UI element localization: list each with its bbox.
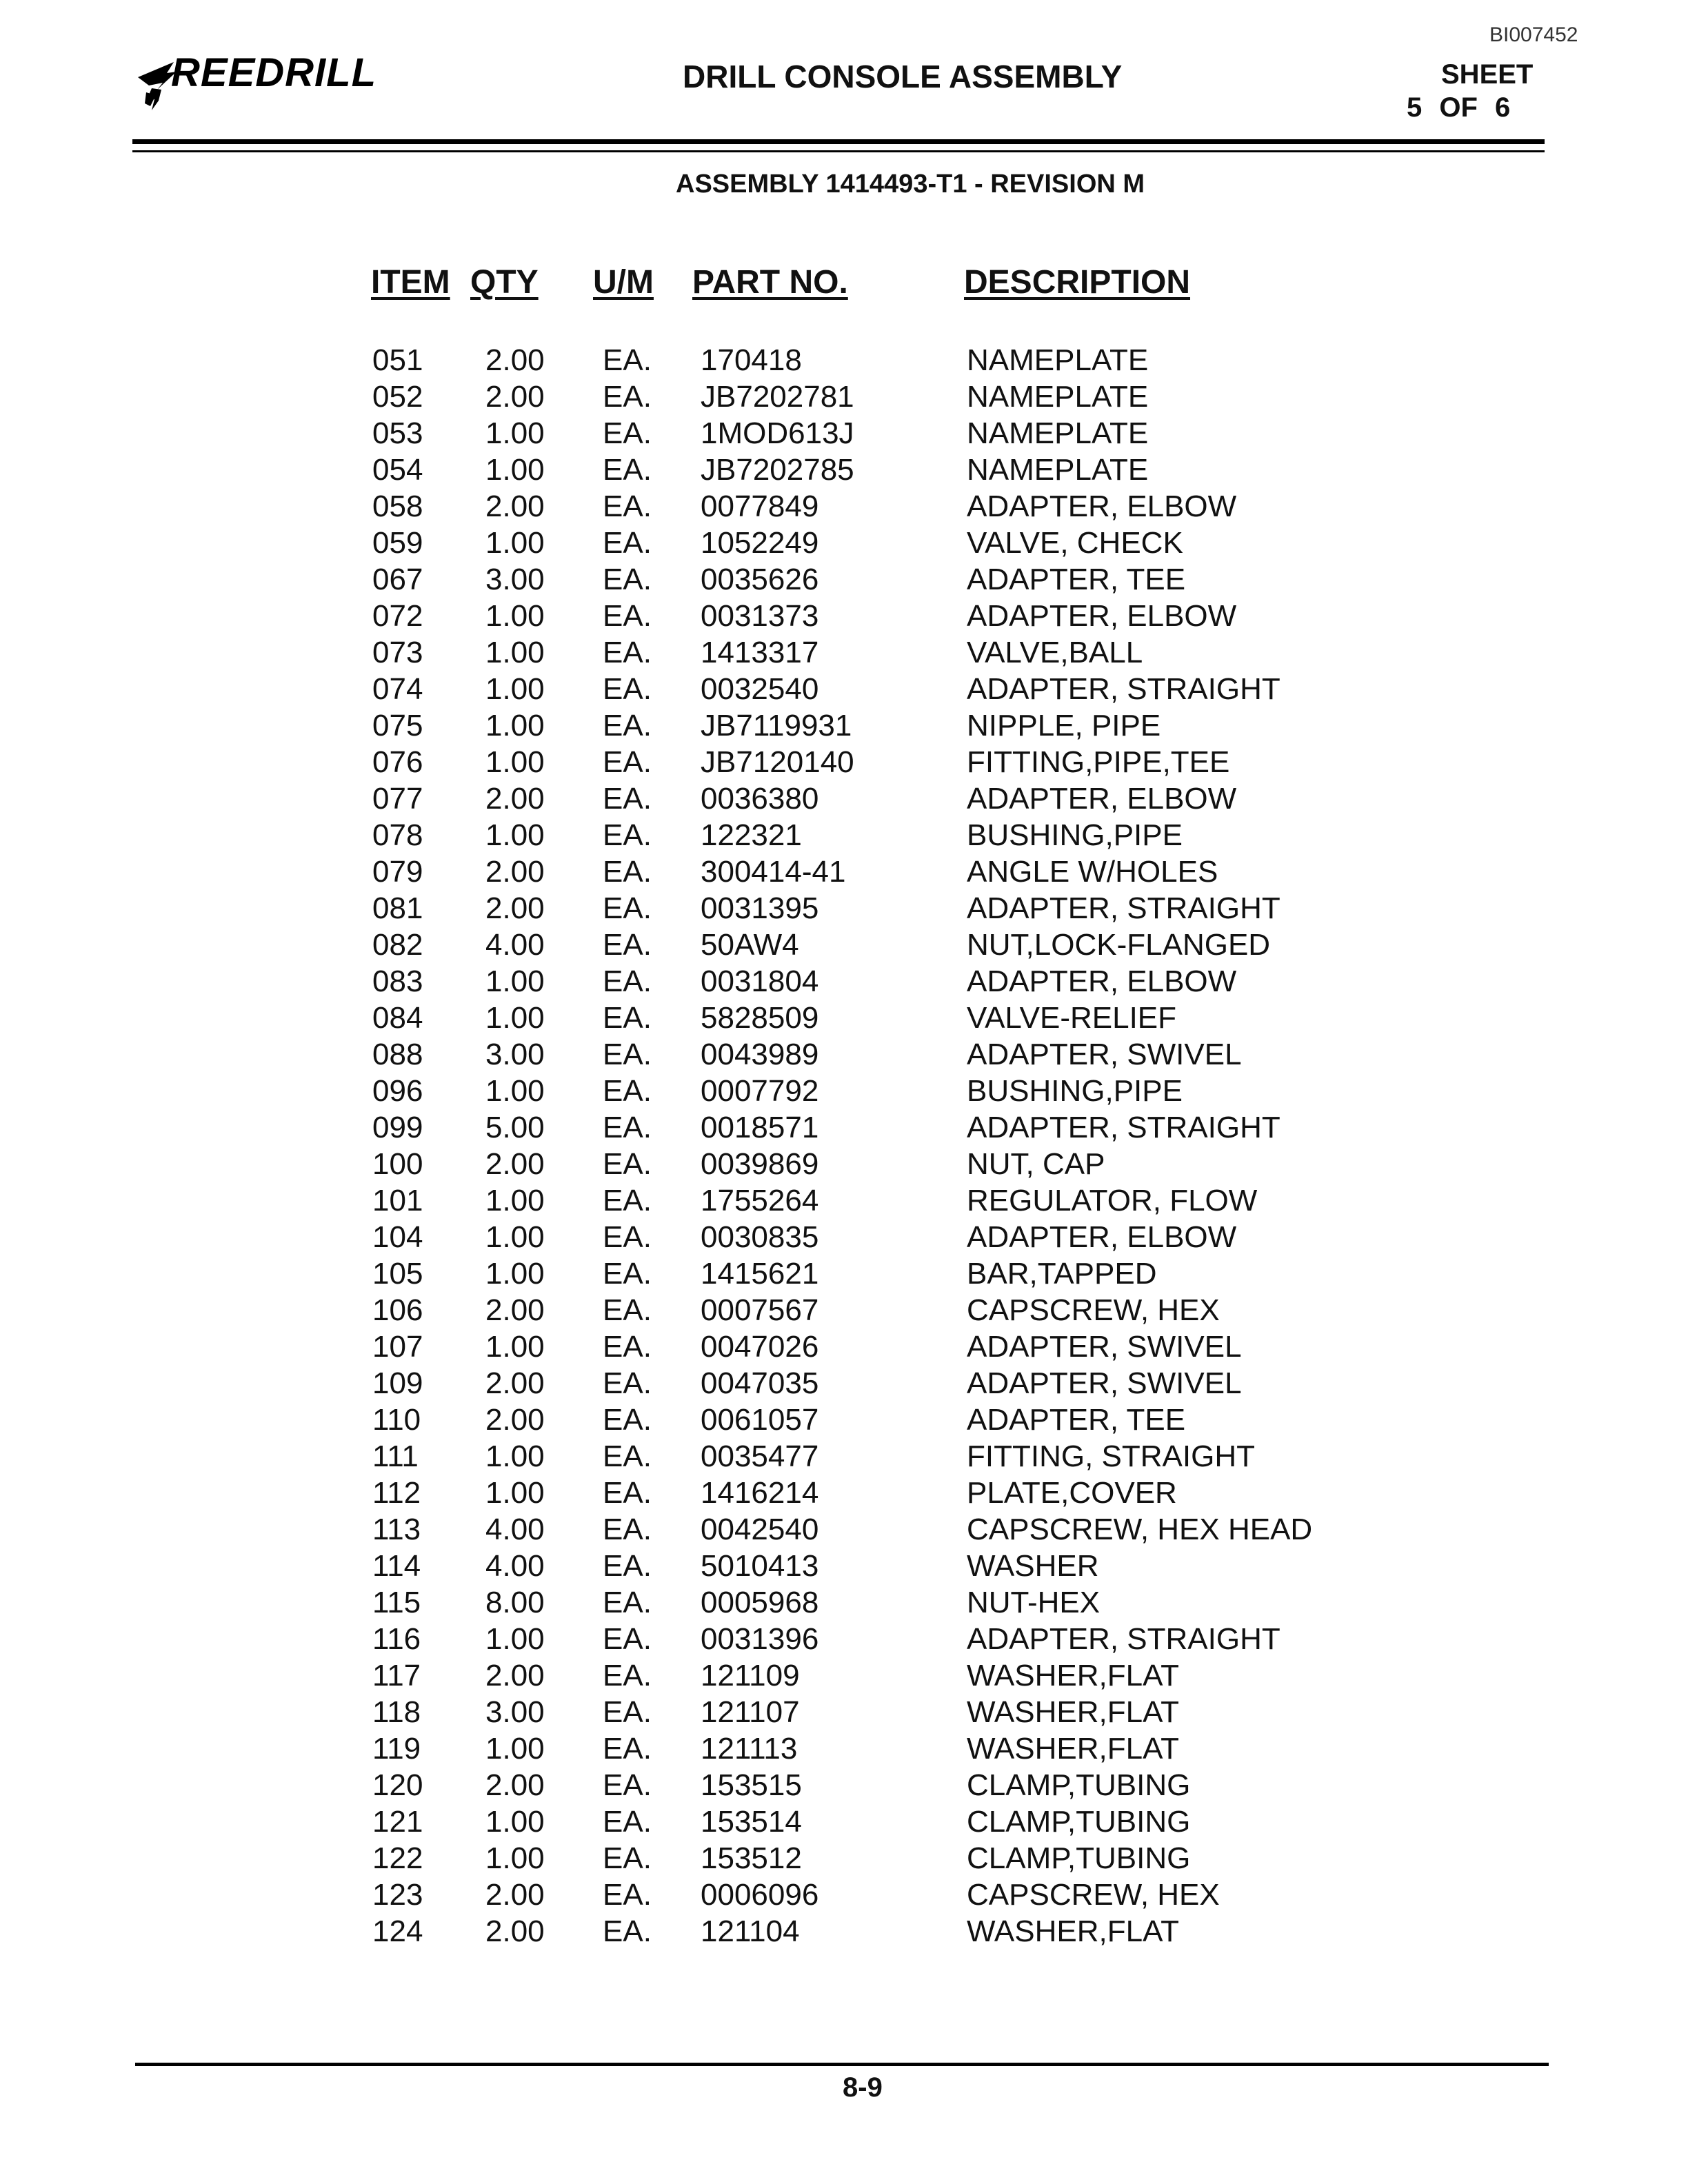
item-cell: 120 (372, 1768, 423, 1802)
description-cell: ADAPTER, STRAIGHT (967, 891, 1280, 925)
part-number-cell: 0036380 (701, 782, 819, 816)
qty-cell: 1.00 (485, 1074, 545, 1108)
table-row (0, 1403, 1688, 1439)
um-cell: EA. (603, 599, 652, 633)
table-row (0, 1659, 1688, 1695)
column-header-qty: QTY (470, 264, 539, 301)
description-cell: ADAPTER, ELBOW (967, 489, 1237, 523)
table-row (0, 1111, 1688, 1147)
description-cell: FITTING,PIPE,TEE (967, 745, 1230, 779)
qty-cell: 1.00 (485, 1257, 545, 1291)
qty-cell: 2.00 (485, 1403, 545, 1437)
table-row (0, 1074, 1688, 1111)
item-cell: 110 (372, 1403, 421, 1437)
um-cell: EA. (603, 745, 652, 779)
um-cell: EA. (603, 489, 652, 523)
um-cell: EA. (603, 818, 652, 852)
item-cell: 067 (372, 563, 423, 596)
um-cell: EA. (603, 1659, 652, 1692)
item-cell: 072 (372, 599, 423, 633)
table-row (0, 891, 1688, 928)
item-cell: 101 (372, 1184, 423, 1217)
description-cell: FITTING, STRAIGHT (967, 1439, 1255, 1473)
part-number-cell: 121107 (701, 1695, 800, 1729)
item-cell: 100 (372, 1147, 423, 1181)
table-row (0, 745, 1688, 782)
um-cell: EA. (603, 1038, 652, 1071)
table-row (0, 855, 1688, 891)
um-cell: EA. (603, 1805, 652, 1839)
description-cell: BUSHING,PIPE (967, 818, 1183, 852)
item-cell: 059 (372, 526, 423, 560)
description-cell: NUT,LOCK-FLANGED (967, 928, 1271, 962)
qty-cell: 2.00 (485, 1768, 545, 1802)
um-cell: EA. (603, 1330, 652, 1364)
table-row (0, 709, 1688, 745)
table-row (0, 1805, 1688, 1841)
qty-cell: 2.00 (485, 855, 545, 889)
um-cell: EA. (603, 855, 652, 889)
description-cell: NAMEPLATE (967, 416, 1149, 450)
item-cell: 073 (372, 636, 423, 669)
item-cell: 052 (372, 380, 423, 414)
um-cell: EA. (603, 1439, 652, 1473)
item-cell: 115 (372, 1586, 421, 1619)
um-cell: EA. (603, 1366, 652, 1400)
um-cell: EA. (603, 1841, 652, 1875)
description-cell: ADAPTER, ELBOW (967, 599, 1237, 633)
qty-cell: 1.00 (485, 1001, 545, 1035)
description-cell: NIPPLE, PIPE (967, 709, 1161, 742)
part-number-cell: 0005968 (701, 1586, 819, 1619)
part-number-cell: 0007792 (701, 1074, 819, 1108)
um-cell: EA. (603, 709, 652, 742)
part-number-cell: 0031396 (701, 1622, 819, 1656)
um-cell: EA. (603, 1403, 652, 1437)
item-cell: 099 (372, 1111, 423, 1144)
part-number-cell: 0032540 (701, 672, 819, 706)
part-number-cell: 300414-41 (701, 855, 846, 889)
qty-cell: 4.00 (485, 1549, 545, 1583)
um-cell: EA. (603, 1732, 652, 1766)
qty-cell: 1.00 (485, 1330, 545, 1364)
item-cell: 083 (372, 964, 423, 998)
qty-cell: 1.00 (485, 526, 545, 560)
table-row (0, 782, 1688, 818)
description-cell: BUSHING,PIPE (967, 1074, 1183, 1108)
qty-cell: 1.00 (485, 672, 545, 706)
qty-cell: 3.00 (485, 1695, 545, 1729)
item-cell: 076 (372, 745, 423, 779)
description-cell: VALVE-RELIEF (967, 1001, 1177, 1035)
um-cell: EA. (603, 672, 652, 706)
table-row (0, 416, 1688, 453)
column-header-um: U/M (593, 264, 654, 301)
um-cell: EA. (603, 1622, 652, 1656)
um-cell: EA. (603, 1257, 652, 1291)
description-cell: ANGLE W/HOLES (967, 855, 1218, 889)
qty-cell: 2.00 (485, 1659, 545, 1692)
sheet-label: SHEET (1441, 59, 1534, 90)
company-logo (131, 50, 376, 119)
part-number-cell: JB7202781 (701, 380, 854, 414)
table-row (0, 1622, 1688, 1659)
item-cell: 053 (372, 416, 423, 450)
description-cell: ADAPTER, SWIVEL (967, 1038, 1242, 1071)
part-number-cell: 1052249 (701, 526, 819, 560)
qty-cell: 2.00 (485, 1147, 545, 1181)
item-cell: 084 (372, 1001, 423, 1035)
item-cell: 074 (372, 672, 423, 706)
table-row (0, 672, 1688, 709)
part-number-cell: JB7202785 (701, 453, 854, 487)
item-cell: 122 (372, 1841, 423, 1875)
description-cell: REGULATOR, FLOW (967, 1184, 1258, 1217)
um-cell: EA. (603, 1184, 652, 1217)
qty-cell: 1.00 (485, 1841, 545, 1875)
qty-cell: 2.00 (485, 380, 545, 414)
table-row (0, 964, 1688, 1001)
table-row (0, 1220, 1688, 1257)
part-number-cell: 0007567 (701, 1293, 819, 1327)
table-row (0, 1695, 1688, 1732)
um-cell: EA. (603, 1586, 652, 1619)
item-cell: 082 (372, 928, 423, 962)
column-header-item: ITEM (371, 264, 450, 301)
part-number-cell: 5828509 (701, 1001, 819, 1035)
um-cell: EA. (603, 1147, 652, 1181)
table-row (0, 489, 1688, 526)
sheet-number: 5 OF 6 (1407, 92, 1511, 123)
part-number-cell: 153514 (701, 1805, 802, 1839)
item-cell: 114 (372, 1549, 421, 1583)
description-cell: NAMEPLATE (967, 343, 1149, 377)
part-number-cell: 121113 (701, 1732, 798, 1766)
description-cell: CLAMP,TUBING (967, 1805, 1191, 1839)
page-number: 8-9 (843, 2072, 883, 2103)
part-number-cell: 0030835 (701, 1220, 819, 1254)
header-rule-thick (132, 139, 1545, 144)
qty-cell: 3.00 (485, 1038, 545, 1071)
item-cell: 123 (372, 1878, 423, 1912)
description-cell: WASHER,FLAT (967, 1732, 1180, 1766)
part-number-cell: 1415621 (701, 1257, 819, 1291)
description-cell: WASHER,FLAT (967, 1914, 1180, 1948)
part-number-cell: 121109 (701, 1659, 800, 1692)
part-number-cell: 1413317 (701, 636, 819, 669)
um-cell: EA. (603, 1878, 652, 1912)
table-row (0, 1513, 1688, 1549)
qty-cell: 1.00 (485, 818, 545, 852)
qty-cell: 1.00 (485, 1439, 545, 1473)
part-number-cell: 0043989 (701, 1038, 819, 1071)
um-cell: EA. (603, 1476, 652, 1510)
description-cell: BAR,TAPPED (967, 1257, 1157, 1291)
column-header-part-no: PART NO. (692, 264, 848, 301)
page-title: DRILL CONSOLE ASSEMBLY (683, 59, 1123, 94)
document-id: BI007452 (1489, 23, 1578, 46)
qty-cell: 2.00 (485, 1914, 545, 1948)
part-number-cell: 1416214 (701, 1476, 819, 1510)
description-cell: WASHER,FLAT (967, 1695, 1180, 1729)
item-cell: 112 (372, 1476, 421, 1510)
qty-cell: 1.00 (485, 1622, 545, 1656)
item-cell: 124 (372, 1914, 423, 1948)
table-row (0, 1878, 1688, 1914)
description-cell: ADAPTER, TEE (967, 1403, 1186, 1437)
table-row (0, 1257, 1688, 1293)
table-row (0, 1768, 1688, 1805)
table-row (0, 1001, 1688, 1038)
table-row (0, 1147, 1688, 1184)
part-number-cell: 0018571 (701, 1111, 819, 1144)
table-row (0, 1476, 1688, 1513)
um-cell: EA. (603, 1513, 652, 1546)
qty-cell: 2.00 (485, 343, 545, 377)
part-number-cell: 0077849 (701, 489, 819, 523)
item-cell: 096 (372, 1074, 423, 1108)
qty-cell: 1.00 (485, 964, 545, 998)
table-row (0, 1841, 1688, 1878)
description-cell: PLATE,COVER (967, 1476, 1177, 1510)
description-cell: ADAPTER, STRAIGHT (967, 1111, 1280, 1144)
table-row (0, 526, 1688, 563)
part-number-cell: 0042540 (701, 1513, 819, 1546)
qty-cell: 1.00 (485, 599, 545, 633)
part-number-cell: 1755264 (701, 1184, 819, 1217)
um-cell: EA. (603, 782, 652, 816)
description-cell: ADAPTER, ELBOW (967, 782, 1237, 816)
qty-cell: 1.00 (485, 1184, 545, 1217)
part-number-cell: 1MOD613J (701, 416, 854, 450)
qty-cell: 4.00 (485, 1513, 545, 1546)
assembly-subtitle: ASSEMBLY 1414493-T1 - REVISION M (676, 170, 1145, 199)
qty-cell: 4.00 (485, 928, 545, 962)
um-cell: EA. (603, 928, 652, 962)
part-number-cell: 0031804 (701, 964, 819, 998)
description-cell: WASHER (967, 1549, 1099, 1583)
table-row (0, 1586, 1688, 1622)
part-number-cell: 122321 (701, 818, 802, 852)
table-row (0, 1293, 1688, 1330)
description-cell: NUT-HEX (967, 1586, 1101, 1619)
description-cell: ADAPTER, TEE (967, 563, 1186, 596)
um-cell: EA. (603, 1695, 652, 1729)
item-cell: 118 (372, 1695, 421, 1729)
table-row (0, 1914, 1688, 1951)
item-cell: 113 (372, 1513, 421, 1546)
description-cell: ADAPTER, ELBOW (967, 964, 1237, 998)
um-cell: EA. (603, 1111, 652, 1144)
description-cell: NAMEPLATE (967, 453, 1149, 487)
table-row (0, 453, 1688, 489)
part-number-cell: 0061057 (701, 1403, 819, 1437)
item-cell: 121 (372, 1805, 423, 1839)
description-cell: CAPSCREW, HEX HEAD (967, 1513, 1313, 1546)
part-number-cell: 5010413 (701, 1549, 819, 1583)
column-header-description: DESCRIPTION (964, 264, 1191, 301)
um-cell: EA. (603, 526, 652, 560)
um-cell: EA. (603, 891, 652, 925)
description-cell: CLAMP,TUBING (967, 1841, 1191, 1875)
qty-cell: 2.00 (485, 489, 545, 523)
um-cell: EA. (603, 416, 652, 450)
header-rule-thin (132, 150, 1545, 152)
table-row (0, 1439, 1688, 1476)
description-cell: ADAPTER, SWIVEL (967, 1330, 1242, 1364)
footer-rule (135, 2063, 1549, 2066)
table-row (0, 928, 1688, 964)
um-cell: EA. (603, 1220, 652, 1254)
table-row (0, 1366, 1688, 1403)
qty-cell: 1.00 (485, 416, 545, 450)
part-number-cell: 0039869 (701, 1147, 819, 1181)
item-cell: 078 (372, 818, 423, 852)
table-row (0, 1549, 1688, 1586)
part-number-cell: 153512 (701, 1841, 802, 1875)
description-cell: VALVE, CHECK (967, 526, 1183, 560)
description-cell: WASHER,FLAT (967, 1659, 1180, 1692)
qty-cell: 1.00 (485, 709, 545, 742)
description-cell: VALVE,BALL (967, 636, 1143, 669)
qty-cell: 2.00 (485, 1293, 545, 1327)
qty-cell: 1.00 (485, 1220, 545, 1254)
table-row (0, 818, 1688, 855)
table-row (0, 380, 1688, 416)
item-cell: 104 (372, 1220, 423, 1254)
item-cell: 088 (372, 1038, 423, 1071)
item-cell: 107 (372, 1330, 423, 1364)
item-cell: 106 (372, 1293, 423, 1327)
qty-cell: 2.00 (485, 891, 545, 925)
um-cell: EA. (603, 964, 652, 998)
um-cell: EA. (603, 1074, 652, 1108)
description-cell: ADAPTER, STRAIGHT (967, 672, 1280, 706)
um-cell: EA. (603, 343, 652, 377)
item-cell: 075 (372, 709, 423, 742)
part-number-cell: JB7120140 (701, 745, 854, 779)
table-row (0, 599, 1688, 636)
item-cell: 077 (372, 782, 423, 816)
item-cell: 111 (372, 1439, 419, 1473)
item-cell: 081 (372, 891, 423, 925)
description-cell: ADAPTER, SWIVEL (967, 1366, 1242, 1400)
part-number-cell: 121104 (701, 1914, 800, 1948)
qty-cell: 2.00 (485, 1878, 545, 1912)
um-cell: EA. (603, 1914, 652, 1948)
part-number-cell: 0047026 (701, 1330, 819, 1364)
description-cell: CAPSCREW, HEX (967, 1878, 1220, 1912)
qty-cell: 1.00 (485, 1476, 545, 1510)
description-cell: CAPSCREW, HEX (967, 1293, 1220, 1327)
description-cell: ADAPTER, STRAIGHT (967, 1622, 1280, 1656)
qty-cell: 8.00 (485, 1586, 545, 1619)
item-cell: 117 (372, 1659, 421, 1692)
item-cell: 105 (372, 1257, 423, 1291)
table-row (0, 1038, 1688, 1074)
description-cell: NUT, CAP (967, 1147, 1105, 1181)
qty-cell: 1.00 (485, 745, 545, 779)
table-row (0, 1184, 1688, 1220)
um-cell: EA. (603, 563, 652, 596)
table-row (0, 636, 1688, 672)
item-cell: 051 (372, 343, 423, 377)
qty-cell: 2.00 (485, 1366, 545, 1400)
item-cell: 079 (372, 855, 423, 889)
parts-table-body (0, 343, 1688, 1951)
part-number-cell: 0031373 (701, 599, 819, 633)
qty-cell: 1.00 (485, 1805, 545, 1839)
part-number-cell: 170418 (701, 343, 802, 377)
um-cell: EA. (603, 1293, 652, 1327)
table-row (0, 1330, 1688, 1366)
um-cell: EA. (603, 453, 652, 487)
table-row (0, 1732, 1688, 1768)
qty-cell: 1.00 (485, 636, 545, 669)
table-row (0, 343, 1688, 380)
qty-cell: 2.00 (485, 782, 545, 816)
um-cell: EA. (603, 636, 652, 669)
item-cell: 054 (372, 453, 423, 487)
qty-cell: 3.00 (485, 563, 545, 596)
part-number-cell: 0047035 (701, 1366, 819, 1400)
part-number-cell: JB7119931 (701, 709, 852, 742)
qty-cell: 1.00 (485, 1732, 545, 1766)
um-cell: EA. (603, 1549, 652, 1583)
description-cell: CLAMP,TUBING (967, 1768, 1191, 1802)
part-number-cell: 0035626 (701, 563, 819, 596)
description-cell: ADAPTER, ELBOW (967, 1220, 1237, 1254)
item-cell: 116 (372, 1622, 421, 1656)
um-cell: EA. (603, 1768, 652, 1802)
table-row (0, 563, 1688, 599)
part-number-cell: 0031395 (701, 891, 819, 925)
logo-wordmark: REEDRILL (171, 50, 376, 95)
qty-cell: 1.00 (485, 453, 545, 487)
qty-cell: 5.00 (485, 1111, 545, 1144)
part-number-cell: 0006096 (701, 1878, 819, 1912)
description-cell: NAMEPLATE (967, 380, 1149, 414)
item-cell: 058 (372, 489, 423, 523)
item-cell: 109 (372, 1366, 423, 1400)
item-cell: 119 (372, 1732, 421, 1766)
um-cell: EA. (603, 1001, 652, 1035)
part-number-cell: 153515 (701, 1768, 802, 1802)
part-number-cell: 50AW4 (701, 928, 799, 962)
part-number-cell: 0035477 (701, 1439, 819, 1473)
um-cell: EA. (603, 380, 652, 414)
